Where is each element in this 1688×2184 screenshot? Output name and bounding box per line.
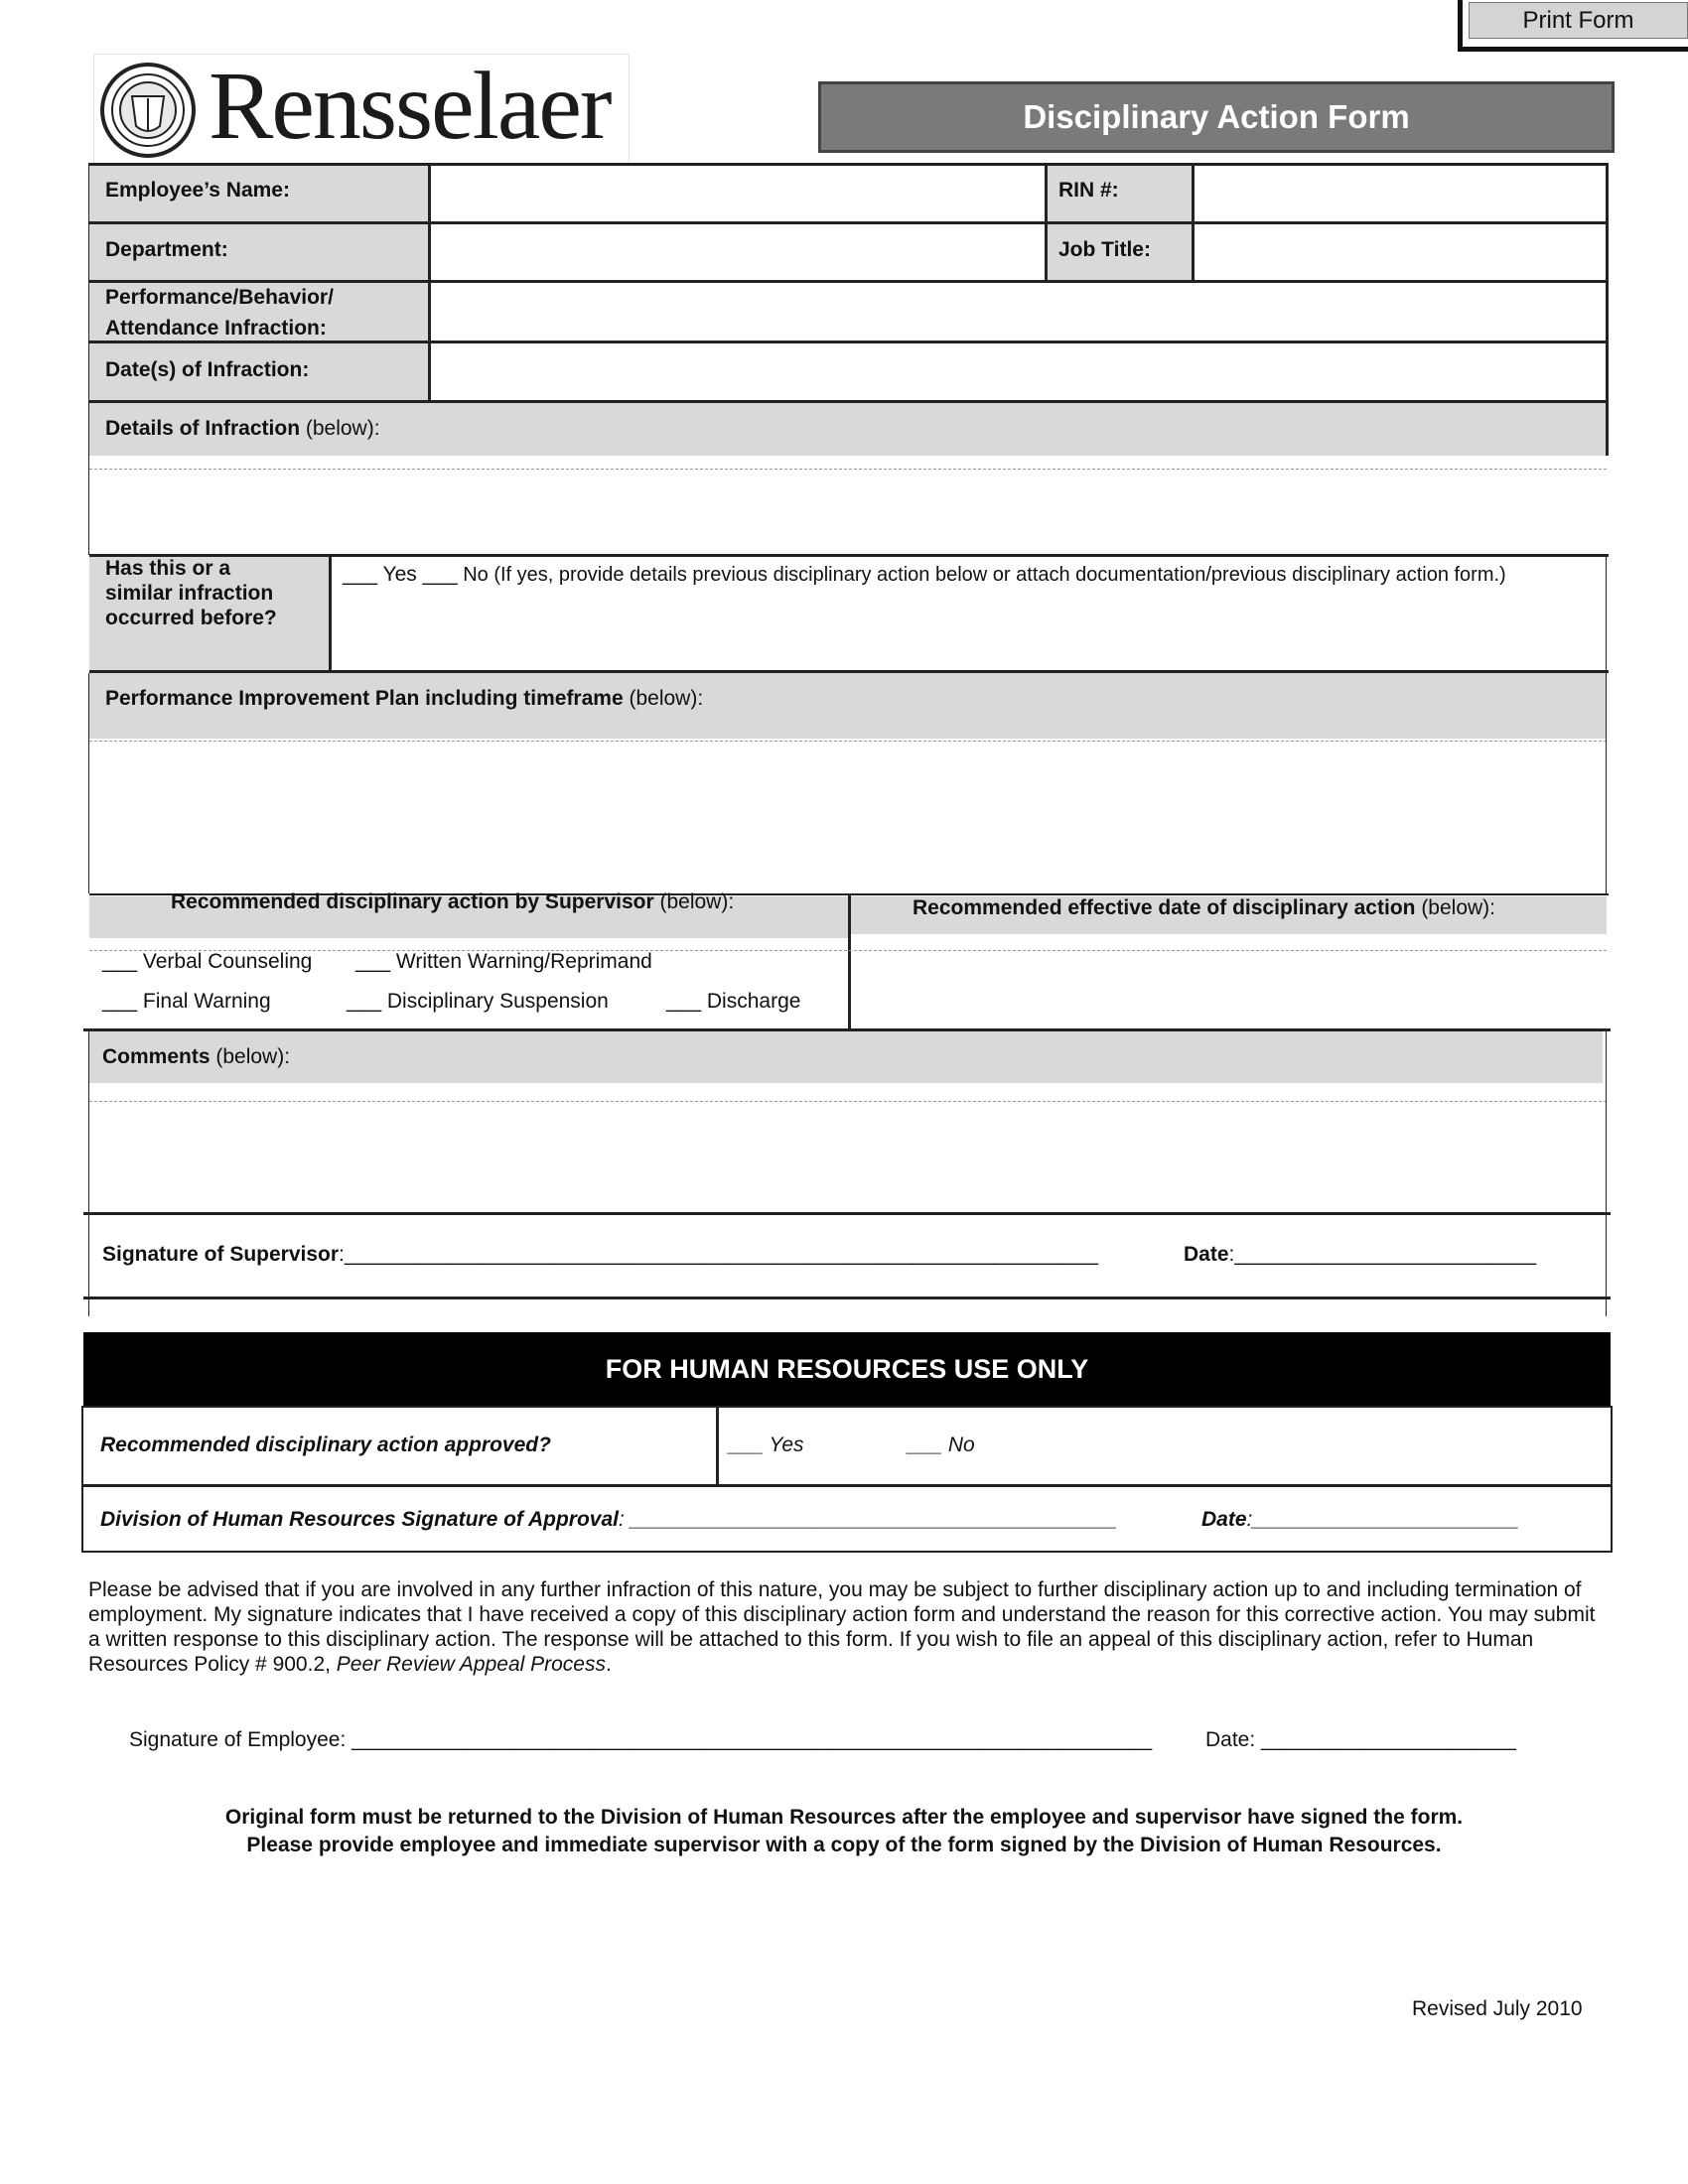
employee-date-line[interactable]: Date: ______________________ [1205, 1728, 1516, 1751]
print-form-label[interactable]: Print Form [1469, 2, 1688, 39]
logo-wordmark: Rensselaer [209, 53, 611, 160]
form-title: Disciplinary Action Form [1023, 98, 1410, 135]
rin-label: RIN #: [1058, 179, 1119, 202]
details-field[interactable] [91, 473, 1603, 552]
department-label: Department: [105, 238, 228, 261]
hr-signature-line[interactable]: Division of Human Resources Signature of Approval: __________________________________________ [100, 1508, 1118, 1531]
infraction-label-line1: Performance/Behavior/ [105, 286, 334, 309]
effective-date-label: Recommended effective date of disciplinary action (below): [913, 896, 1496, 919]
infraction-label-line2: Attendance Infraction: [105, 317, 327, 340]
department-field[interactable] [433, 225, 1041, 277]
prior-no-label: No (If yes, provide details previous disciplinary action below or attach documentation/previous disciplinary action form.) [457, 564, 1506, 586]
prior-infraction-options [343, 563, 1506, 587]
hr-approved-no[interactable]: ___ No [908, 1433, 975, 1456]
infraction-field[interactable] [433, 285, 1603, 338]
rensselaer-logo [93, 54, 630, 165]
seal-icon [98, 61, 198, 160]
dates-of-infraction-label: Date(s) of Infraction: [105, 358, 310, 381]
effective-date-field[interactable] [854, 955, 1603, 1026]
option-verbal-counseling[interactable]: ___ Verbal Counseling [102, 950, 313, 973]
print-form-button[interactable] [1458, 0, 1688, 52]
hr-approved-yes[interactable]: ___ Yes [729, 1433, 804, 1456]
prior-yes-label: Yes [377, 563, 423, 586]
employee-name-label: Employee’s Name: [105, 179, 290, 202]
employee-signature-line[interactable]: Signature of Employee: _____________________________________________________________________ [129, 1728, 1152, 1751]
return-instructions: Original form must be returned to the Division of Human Resources after the employee and supervisor have signed the form. Please provide employee and immediate supervisor with a copy of the form signed by the Division of Human Resources. [224, 1806, 1464, 1856]
dates-of-infraction-field[interactable] [433, 344, 1603, 397]
prior-yes-blank[interactable]: ___ [343, 563, 378, 586]
comments-field[interactable] [91, 1104, 1603, 1211]
option-written-warning[interactable]: ___ Written Warning/Reprimand [355, 950, 652, 973]
hr-section-header [83, 1332, 1611, 1408]
hr-section-title: FOR HUMAN RESOURCES USE ONLY [605, 1354, 1089, 1384]
form-title-bar [818, 81, 1615, 153]
job-title-field[interactable] [1197, 225, 1603, 277]
hr-approved-label: Recommended disciplinary action approved? [100, 1433, 551, 1456]
option-final-warning[interactable]: ___ Final Warning [102, 990, 271, 1013]
supervisor-signature-line[interactable]: Signature of Supervisor:_________________________________________________________________ [102, 1243, 1099, 1266]
pip-field[interactable] [91, 745, 1603, 891]
option-discharge[interactable]: ___ Discharge [666, 990, 801, 1013]
advisory-paragraph: Please be advised that if you are involved in any further infraction of this nature, you may be subject to further disciplinary action up to and including termination of employment. My signature indicates that I have received a copy of this disciplinary action form and understand the reason for this corrective action. You may submit a written response to this disciplinary action. The response will be attached to this form. If you wish to file an appeal of this disciplinary action, refer to Human Resources Policy # 900.2, Peer Review Appeal Process. [88, 1578, 1596, 1676]
employee-name-field[interactable] [433, 167, 1041, 218]
pip-label: Performance Improvement Plan including timeframe (below): [105, 687, 704, 710]
revision-date: Revised July 2010 [1412, 1997, 1583, 2020]
option-disciplinary-suspension[interactable]: ___ Disciplinary Suspension [347, 990, 609, 1013]
supervisor-date-line[interactable]: Date:__________________________ [1184, 1243, 1537, 1266]
details-label: Details of Infraction (below): [105, 417, 380, 440]
comments-header-bg [89, 1031, 1603, 1083]
prior-infraction-label: Has this or a similar infraction occurred before? [105, 557, 277, 629]
recommended-label: Recommended disciplinary action by Supervisor (below): [171, 890, 735, 913]
rin-field[interactable] [1197, 167, 1603, 218]
prior-no-blank[interactable]: ___ [422, 563, 458, 586]
job-title-label: Job Title: [1058, 238, 1151, 261]
comments-label: Comments (below): [102, 1045, 291, 1068]
hr-date-line[interactable]: Date:_______________________ [1201, 1508, 1519, 1531]
